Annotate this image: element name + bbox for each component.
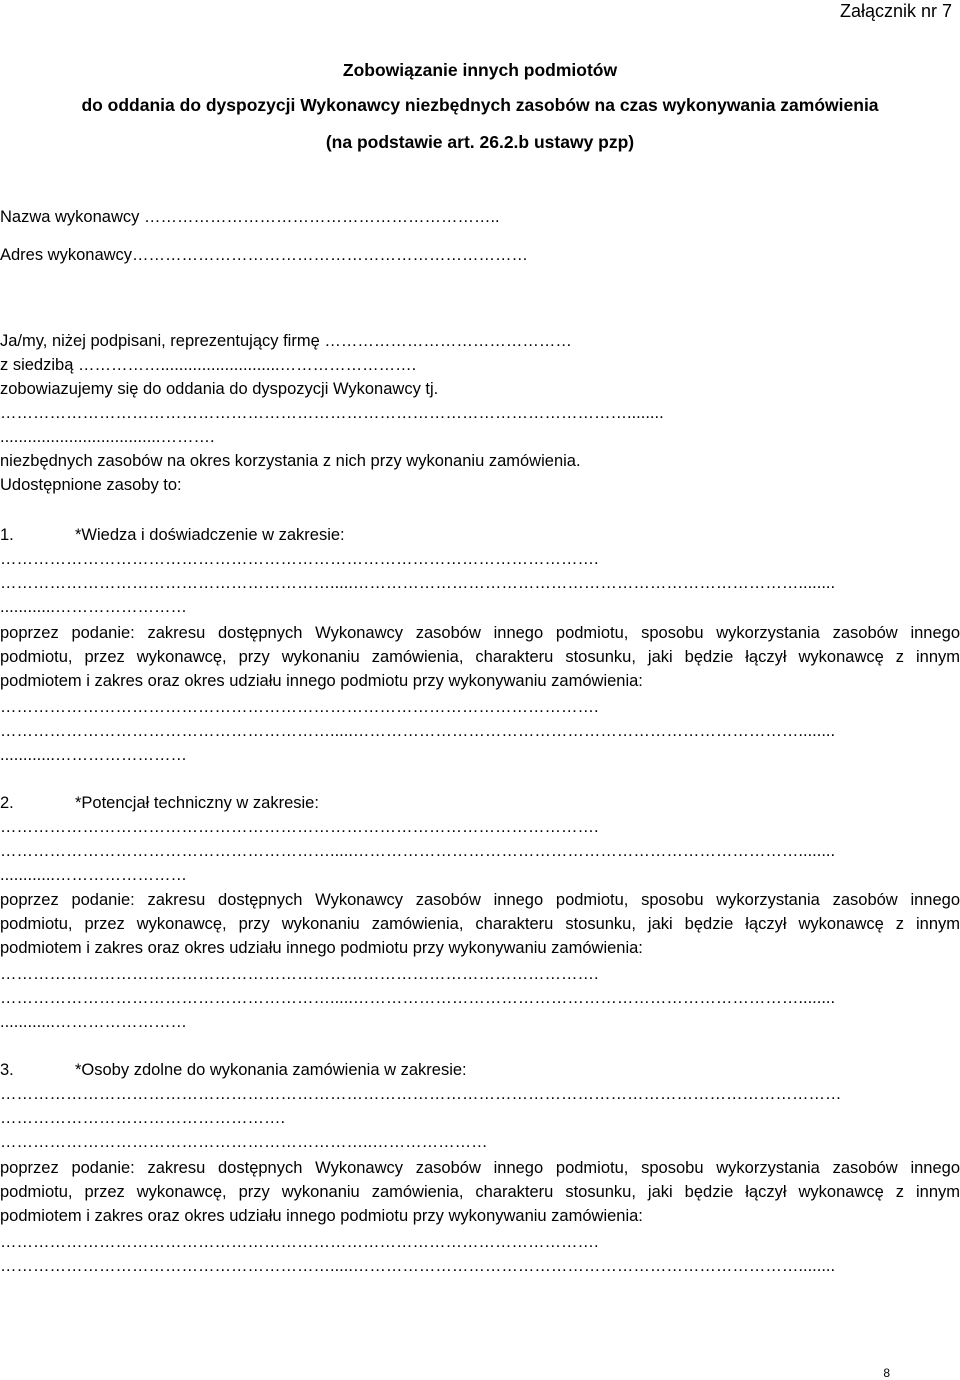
contractor-name-field[interactable]: Nazwa wykonawcy ……………………………………………………….. xyxy=(0,209,500,226)
seat-field[interactable]: z siedzibą ……………..........................……………………. xyxy=(0,357,417,374)
section-3-text-line2: podmiotu, przez wykonawcę, przy wykonaniu zamówienia, charakteru stosunku, jaki będzie łączył wykonawcę z innym xyxy=(0,1183,960,1201)
section-2-number: 2. xyxy=(0,794,14,812)
company-field[interactable]: Ja/my, niżej podpisani, reprezentujący firmę ……………………………………… xyxy=(0,333,572,350)
section-3-heading: *Osoby zdolne do wykonania zamówienia w zakresie: xyxy=(75,1061,467,1079)
annex-label: Załącznik nr 7 xyxy=(839,1,952,21)
section-2-text-line1: poprzez podanie: zakresu dostępnych Wykonawcy zasobów innego podmiotu, sposobu wykorzystania zasobów innego xyxy=(0,891,960,909)
section-2-dots-b1[interactable]: ………………………………………………………………………………………………. xyxy=(0,966,599,983)
section-1-text-line3: podmiotem i zakres oraz okres udziału innego podmiotu przy wykonywaniu zamówienia: xyxy=(0,672,643,690)
page-number: 8 xyxy=(883,1366,890,1380)
section-2-text-line3: podmiotem i zakres oraz okres udziału innego podmiotu przy wykonywaniu zamówienia: xyxy=(0,939,643,957)
section-1-heading: *Wiedza i doświadczenie w zakresie: xyxy=(75,526,345,544)
section-2-text-line2: podmiotu, przez wykonawcę, przy wykonaniu zamówienia, charakteru stosunku, jaki będzie łączył wykonawcę z innym xyxy=(0,915,960,933)
section-2-dots-b2[interactable]: …………………………………………………….....………………………………………………………………………........ xyxy=(0,990,836,1007)
section-1-dots-b3[interactable]: ............…………………… xyxy=(0,747,188,764)
section-2-dots-a2[interactable]: …………………………………………………….....………………………………………………………………………........ xyxy=(0,843,836,860)
section-1-dots-a3[interactable]: ............…………………… xyxy=(0,599,188,616)
section-1-text-line2: podmiotu, przez wykonawcę, przy wykonaniu zamówienia, charakteru stosunku, jaki będzie łączył wykonawcę z innym xyxy=(0,648,960,666)
section-1-dots-b2[interactable]: …………………………………………………….....………………………………………………………………………........ xyxy=(0,723,836,740)
section-3-number: 3. xyxy=(0,1061,14,1079)
section-3-text-line3: podmiotem i zakres oraz okres udziału innego podmiotu przy wykonywaniu zamówienia: xyxy=(0,1207,643,1225)
section-1-dots-a1[interactable]: ………………………………………………………………………………………………. xyxy=(0,551,599,568)
section-3-dots-a2[interactable]: ……………………………………………. xyxy=(0,1110,286,1127)
section-1-dots-b1[interactable]: ………………………………………………………………………………………………. xyxy=(0,699,599,716)
resources-period-text: niezbędnych zasobów na okres korzystania z nich przy wykonaniu zamówienia. xyxy=(0,452,581,470)
section-3-dots-b2[interactable]: …………………………………………………….....………………………………………………………………………........ xyxy=(0,1258,836,1275)
contractor-address-field[interactable]: Adres wykonawcy……………………………………………………………… xyxy=(0,247,529,264)
section-2-dots-a1[interactable]: ………………………………………………………………………………………………. xyxy=(0,819,599,836)
recipient-field-line1[interactable]: ……………………………………………………………………………………………………........ xyxy=(0,405,664,422)
section-2-heading: *Potencjał techniczny w zakresie: xyxy=(75,794,319,812)
section-3-text-line1: poprzez podanie: zakresu dostępnych Wykonawcy zasobów innego podmiotu, sposobu wykorzystania zasobów innego xyxy=(0,1159,960,1177)
section-1-number: 1. xyxy=(0,526,14,544)
section-1-dots-a2[interactable]: …………………………………………………….....………………………………………………………………………........ xyxy=(0,575,836,592)
section-3-dots-b1[interactable]: ………………………………………………………………………………………………. xyxy=(0,1234,599,1251)
recipient-field-line2[interactable]: ...................................………. xyxy=(0,429,215,446)
commitment-text: zobowiazujemy się do oddania do dyspozycji Wykonawcy tj. xyxy=(0,380,439,398)
section-3-dots-a1[interactable]: ……………………………………………………………………………………………………………………………………… xyxy=(0,1086,842,1103)
section-3-dots-a3[interactable]: …………………………………………………………..………………… xyxy=(0,1134,488,1151)
section-2-dots-b3[interactable]: ............…………………… xyxy=(0,1014,188,1031)
document-subtitle: do oddania do dyspozycji Wykonawcy niezbędnych zasobów na czas wykonywania zamówienia xyxy=(81,95,879,115)
shared-resources-label: Udostępnione zasoby to: xyxy=(0,476,182,494)
legal-basis: (na podstawie art. 26.2.b ustawy pzp) xyxy=(325,132,635,152)
section-2-dots-a3[interactable]: ............…………………… xyxy=(0,867,188,884)
section-1-text-line1: poprzez podanie: zakresu dostępnych Wykonawcy zasobów innego podmiotu, sposobu wykorzystania zasobów innego xyxy=(0,624,960,642)
document-title: Zobowiązanie innych podmiotów xyxy=(342,60,618,80)
